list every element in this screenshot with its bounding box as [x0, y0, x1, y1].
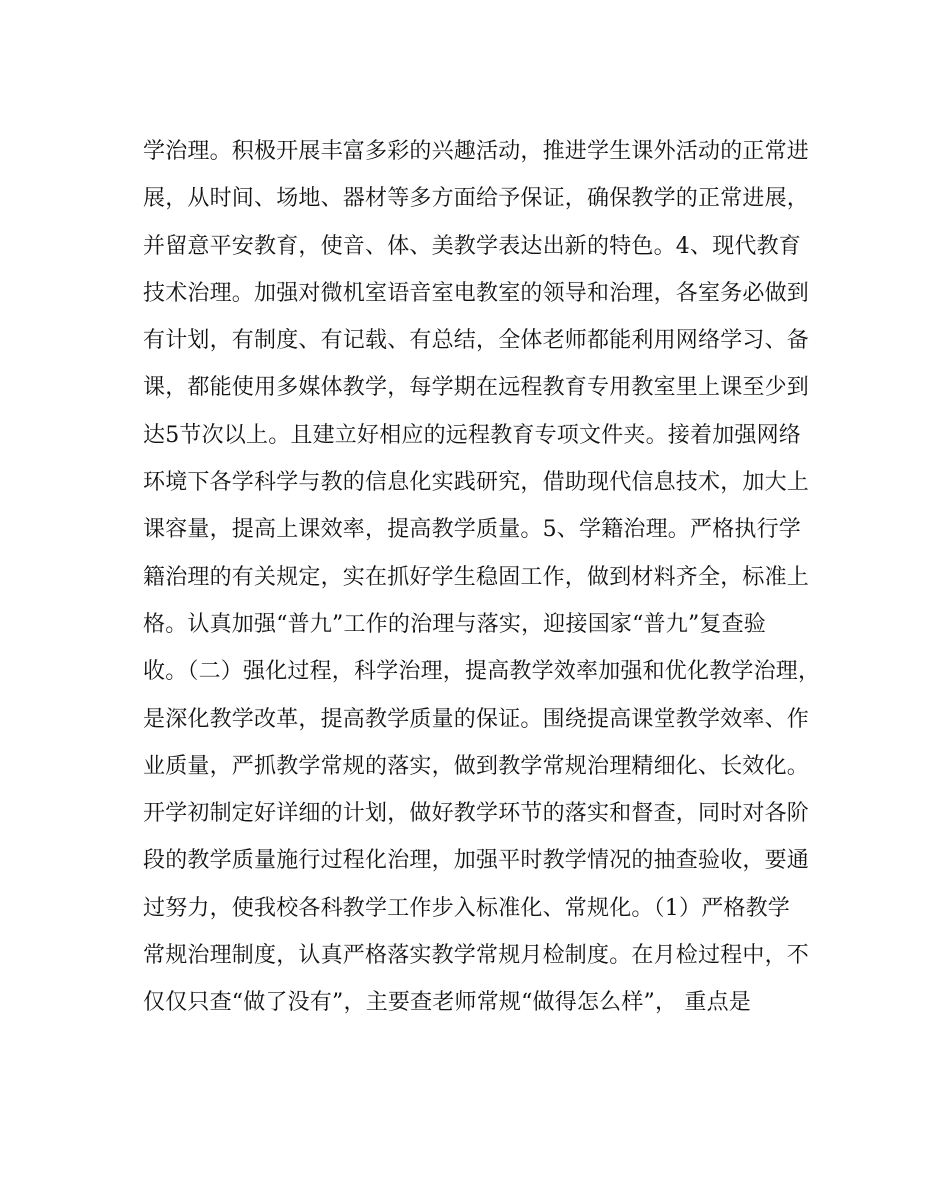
text-line-6: 课，都能使用多媒体教学，每学期在远程教育专用教室里上课至少到	[143, 375, 810, 401]
text-line-11: 格。认真加强“普九”工作的治理与落实，迎接国家“普九”复查验	[143, 611, 766, 637]
text-line-18: 常规治理制度，认真严格落实教学常规月检制度。在月检过程中，不	[143, 943, 810, 969]
text-line-4: 技术治理。加强对微机室语音室电教室的领导和治理，各室务必做到	[143, 280, 810, 306]
text-line-17: 过努力，使我校各科教学工作步入标准化、常规化。（1）严格教学	[143, 895, 790, 921]
text-line-2: 展，从时间、场地、器材等多方面给予保证，确保教学的正常进展，	[143, 186, 810, 212]
text-line-10: 籍治理的有关规定，实在抓好学生稳固工作，做到材料齐全，标准上	[143, 564, 810, 590]
text-line-5: 有计划，有制度、有记载、有总结，全体老师都能利用网络学习、备	[143, 328, 810, 354]
text-line-9: 课容量，提高上课效率，提高教学质量。5、学籍治理。严格执行学	[143, 517, 801, 543]
text-line-3: 并留意平安教育，使音、体、美教学表达出新的特色。4、现代教育	[143, 233, 801, 259]
text-line-12: 收。（二）强化过程，科学治理，提高教学效率加强和优化教学治理，	[143, 659, 821, 685]
text-line-1: 学治理。积极开展丰富多彩的兴趣活动，推进学生课外活动的正常进	[143, 139, 810, 164]
text-line-19: 仅仅只查“做了没有”，主要查老师常规“做得怎么样”， 重点是	[143, 990, 751, 1016]
text-line-14: 业质量，严抓教学常规的落实，做到教学常规治理精细化、长效化。	[143, 753, 810, 779]
text-line-8: 环境下各学科学与教的信息化实践研究，借助现代信息技术，加大上	[143, 470, 810, 496]
body-text	[143, 128, 821, 1027]
text-line-7: 达5节次以上。且建立好相应的远程教育专项文件夹。接着加强网络	[143, 422, 801, 448]
text-line-13: 是深化教学改革，提高教学质量的保证。围绕提高课堂教学效率、作	[143, 706, 810, 732]
text-line-16: 段的教学质量施行过程化治理，加强平时教学情况的抽查验收，要通	[143, 848, 810, 874]
text-line-15: 开学初制定好详细的计划，做好教学环节的落实和督查，同时对各阶	[143, 801, 810, 827]
